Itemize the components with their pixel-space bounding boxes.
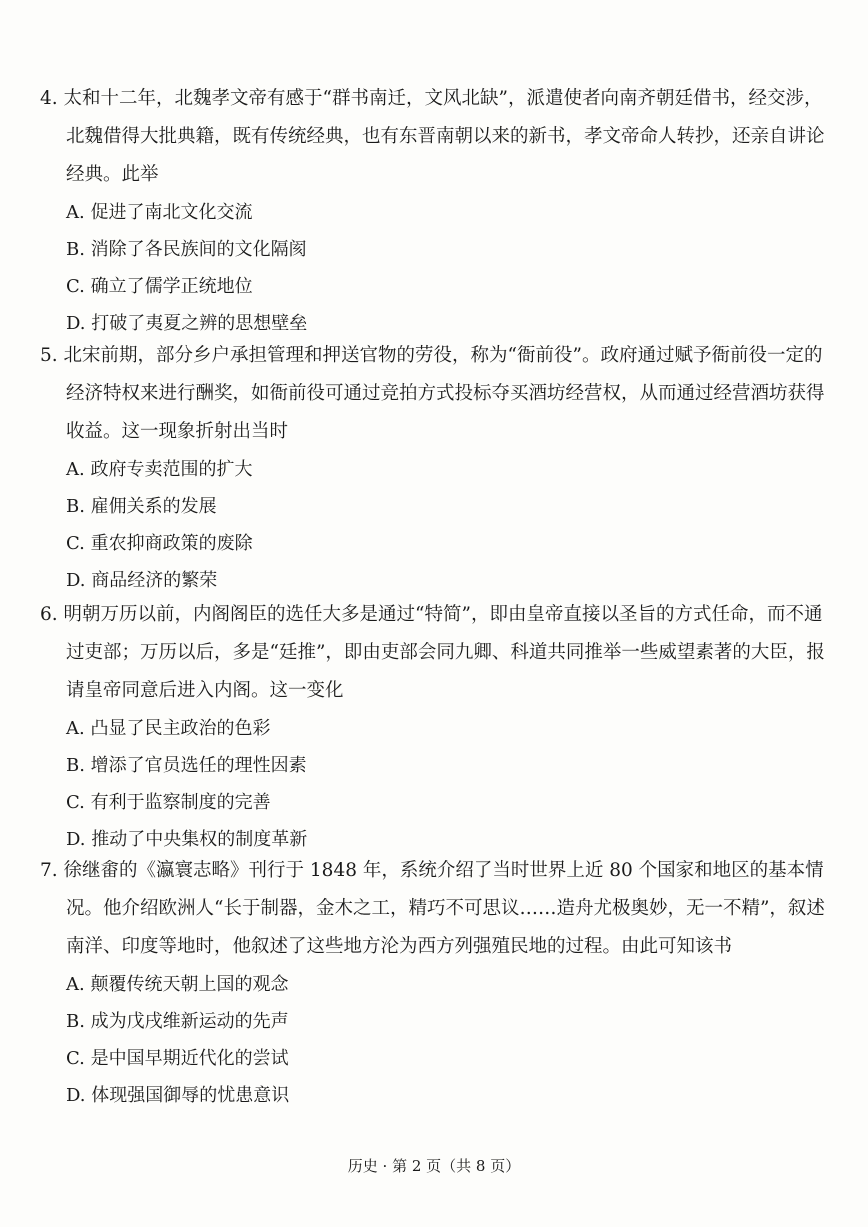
question-5 [40, 337, 840, 599]
option-a: A. 颠覆传统天朝上国的观念 [66, 974, 289, 995]
option-a: A. 政府专卖范围的扩大 [66, 459, 253, 480]
option-b: B. 消除了各民族间的文化隔阂 [66, 239, 307, 260]
option-b: B. 增添了官员选任的理性因素 [66, 755, 307, 776]
question-stem: 7. 徐继畬的《瀛寰志略》刊行于 1848 年，系统介绍了当时世界上近 80 个国家和地区的基本情况。他介绍欧洲人“长于制器，金木之工，精巧不可思议……造舟尤极奥妙，无一不精”，叙述南洋、印度等地时，他叙述了这些地方沦为西方列强殖民地的过程。由此可知该书 [40, 860, 825, 957]
option-b: B. 雇佣关系的发展 [66, 496, 217, 517]
option-d: D. 推动了中央集权的制度革新 [66, 829, 308, 850]
question-stem: 4. 太和十二年，北魏孝文帝有感于“群书南迁，文风北缺”，派遣使者向南齐朝廷借书，经交涉，北魏借得大批典籍，既有传统经典，也有东晋南朝以来的新书，孝文帝命人转抄，还亲自讲论经典。此举 [40, 88, 825, 185]
page-footer: 历史 · 第 2 页（共 8 页） [347, 1157, 521, 1175]
option-c: C. 是中国早期近代化的尝试 [66, 1048, 289, 1069]
option-c: C. 确立了儒学正统地位 [66, 276, 253, 297]
option-d: D. 打破了夷夏之辨的思想壁垒 [66, 313, 308, 334]
option-d: D. 体现强国御辱的忧患意识 [66, 1085, 290, 1106]
option-c: C. 有利于监察制度的完善 [66, 792, 271, 813]
option-d: D. 商品经济的繁荣 [66, 570, 218, 591]
question-4 [40, 80, 840, 342]
question-stem: 5. 北宋前期，部分乡户承担管理和押送官物的劳役，称为“衙前役”。政府通过赋予衙前役一定的经济特权来进行酬奖，如衙前役可通过竞拍方式投标夺买酒坊经营权，从而通过经营酒坊获得收益。这一现象折射出当时 [40, 345, 825, 442]
option-b: B. 成为戊戌维新运动的先声 [66, 1011, 289, 1032]
question-stem: 6. 明朝万历以前，内阁阁臣的选任大多是通过“特简”，即由皇帝直接以圣旨的方式任命，而不通过吏部；万历以后，多是“廷推”，即由吏部会同九卿、科道共同推举一些威望素著的大臣，报请皇帝同意后进入内阁。这一变化 [40, 604, 825, 701]
option-a: A. 促进了南北文化交流 [66, 202, 253, 223]
option-a: A. 凸显了民主政治的色彩 [66, 718, 271, 739]
question-7 [40, 852, 840, 1114]
option-c: C. 重农抑商政策的废除 [66, 533, 253, 554]
question-6 [40, 596, 840, 858]
